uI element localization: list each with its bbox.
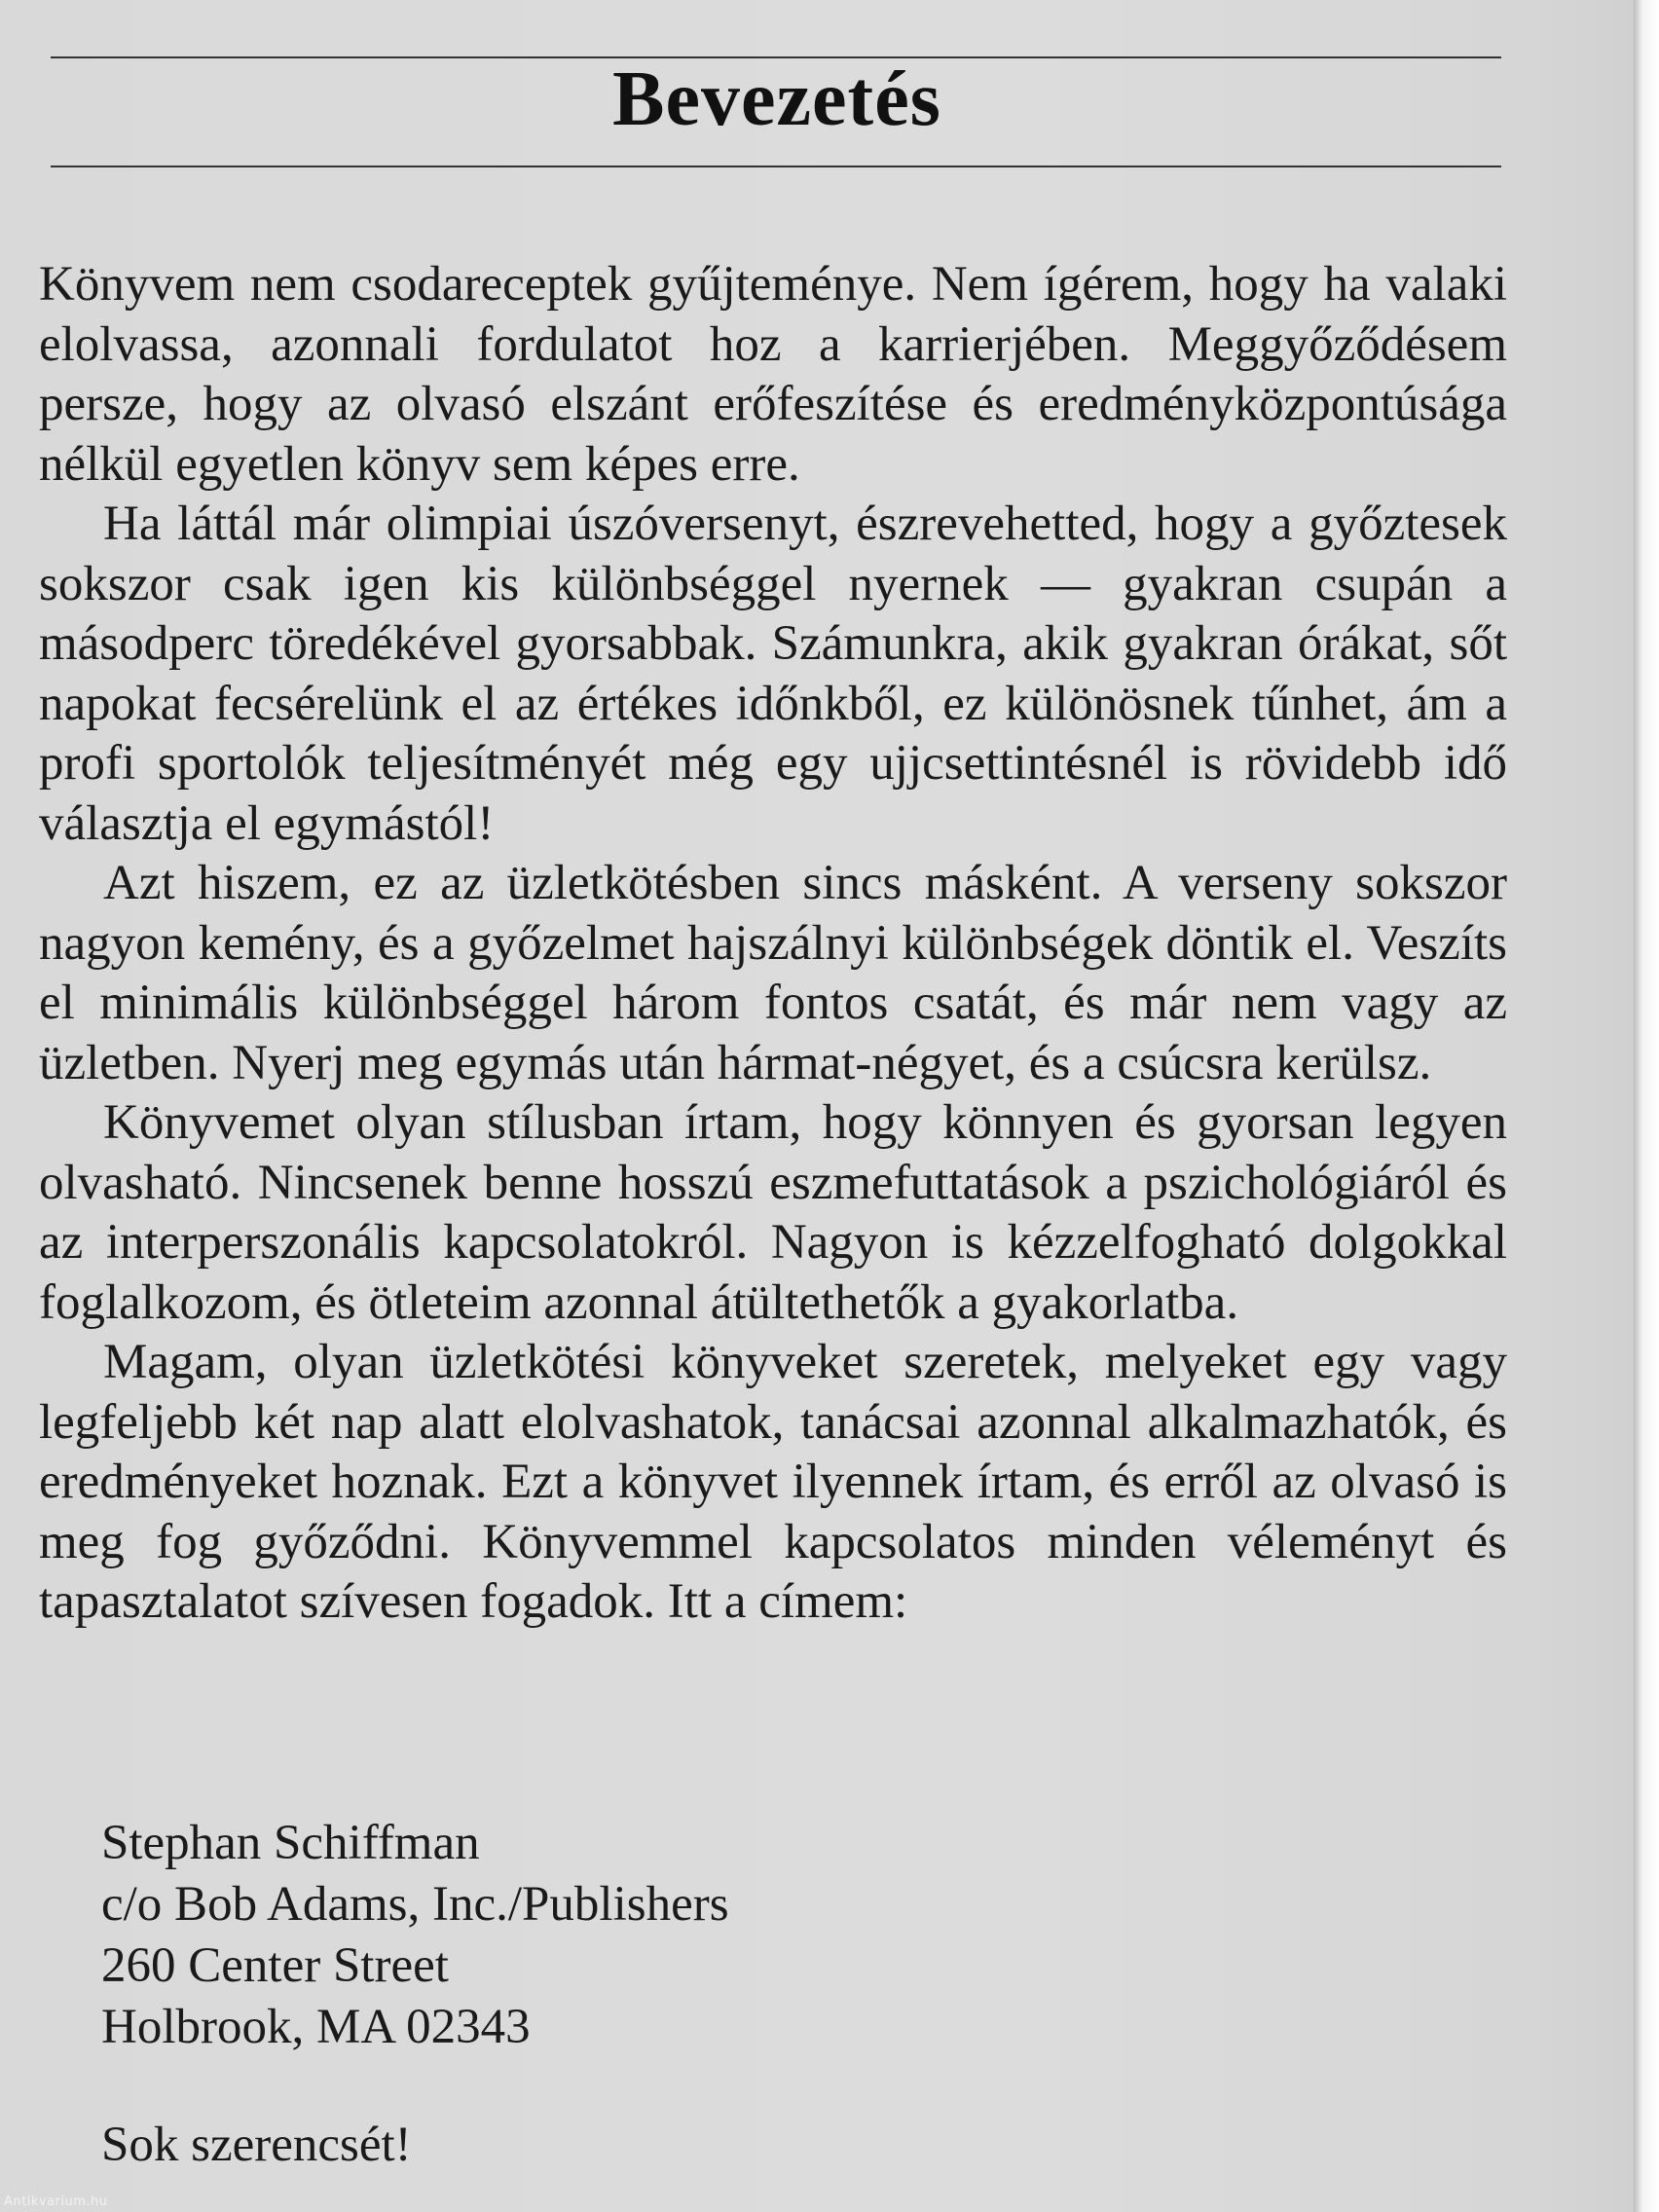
paragraph-3: Azt hiszem, ez az üzletkötésben sincs másként. A verseny sokszor nagyon kemény, és a győzelmet hajszálnyi különbségek döntik el. Veszíts el minimális különbséggel három fontos csatát, és már nem vagy az üzletben. Nyerj meg egymás után hármat-négyet, és a csúcsra kerülsz. xyxy=(39,856,1507,1090)
paragraph-4: Könyvemet olyan stílusban írtam, hogy könnyen és gyorsan legyen olvasható. Nincsenek benne hosszú eszmefuttatások a pszichológiáról és az interperszonális kapcsolatokról. Nagyon is kézzelfogható dolgokkal foglalkozom, és ötleteim azonnal átültethetők a gyakorlatba. xyxy=(39,1095,1507,1330)
closing-line: Sok szerencsét! xyxy=(101,2118,412,2172)
address-street: 260 Center Street xyxy=(101,1938,449,1993)
watermark: Antikvarium.hu xyxy=(4,2194,108,2209)
paragraph-2: Ha láttál már olimpiai úszóversenyt, észrevehetted, hogy a győztesek sokszor csak igen kis különbséggel nyernek — gyakran csupán a másodperc töredékével gyorsabbak. Számunkra, akik gyakran órákat, sőt napokat fecsérelünk el az értékes időnkből, ez különösnek tűnhet, ám a profi sportolók teljesítményét még egy ujjcsettintésnél is rövidebb idő választja el egymástól! xyxy=(39,497,1507,851)
address-block xyxy=(101,1813,729,2058)
paragraph-1: Könyvem nem csodareceptek gyűjteménye. Nem ígérem, hogy ha valaki elolvassa, azonnali fordulatot hoz a karrierjében. Meggyőződésem persze, hogy az olvasó elszánt erőfeszítése és eredményközpontúsága nélkül egyetlen könyv sem képes erre. xyxy=(39,257,1507,492)
page-edge xyxy=(1634,0,1659,2212)
address-name: Stephan Schiffman xyxy=(101,1816,480,1870)
paragraph-5: Magam, olyan üzletkötési könyveket szeretek, melyeket egy vagy legfeljebb két nap alatt elolvashatok, tanácsai azonnal alkalmazhatók, és eredményeket hoznak. Ezt a könyvet ilyennek írtam, és erről az olvasó is meg fog győződni. Könyvemmel kapcsolatos minden véleményt és tapasztalatot szívesen fogadok. Itt a címem: xyxy=(39,1335,1507,1629)
page-title: Bevezetés xyxy=(612,56,941,142)
body-text xyxy=(39,255,1507,1633)
address-city: Holbrook, MA 02343 xyxy=(101,2000,531,2054)
title-rule-bottom xyxy=(51,166,1501,167)
address-company: c/o Bob Adams, Inc./Publishers xyxy=(101,1877,729,1932)
